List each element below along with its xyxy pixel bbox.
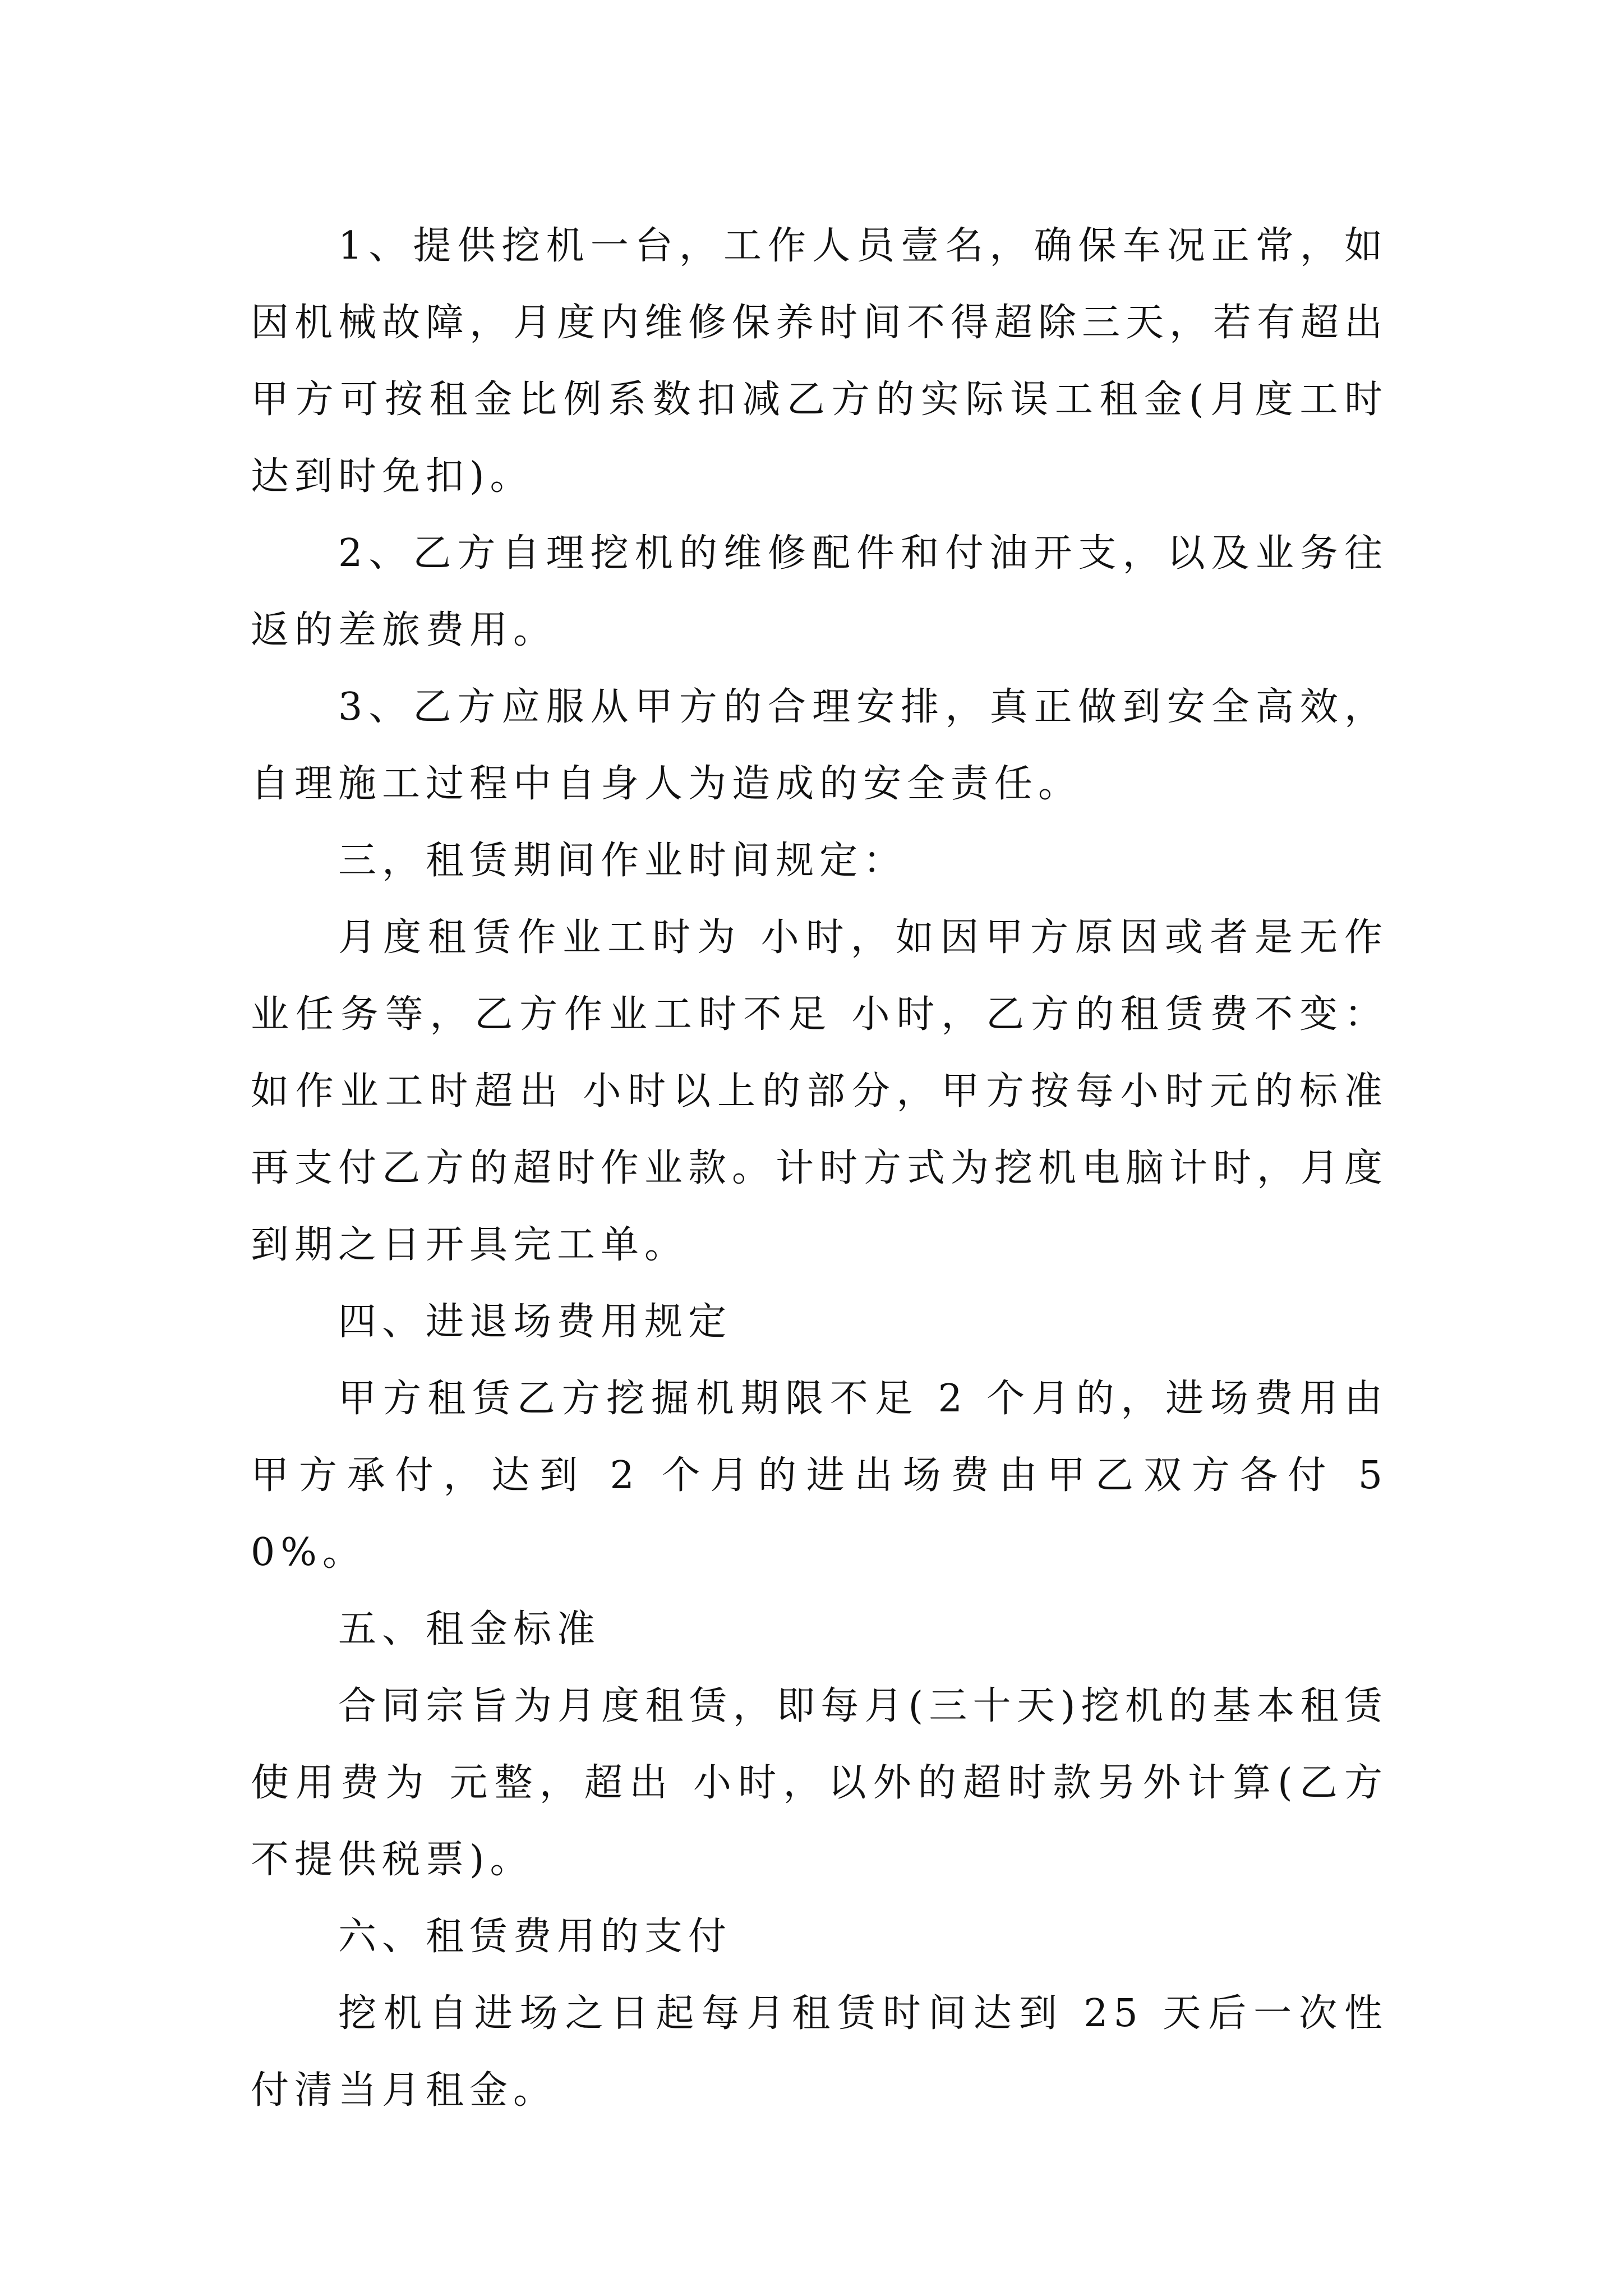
clause-3-safety: 3、乙方应服从甲方的合理安排，真正做到安全高效，自理施工过程中自身人为造成的安全责任。 xyxy=(251,685,1388,806)
clause-2-expenses: 2、乙方自理挖机的维修配件和付油开支，以及业务往返的差旅费用。 xyxy=(251,531,1388,652)
rent-standard-paragraph: 合同宗旨为月度租赁，即每月(三十天)挖机的基本租赁使用费为 元整，超出 小时，以外的超时款另外计算(乙方不提供税票)。 xyxy=(251,1684,1388,1882)
work-hours-paragraph: 月度租赁作业工时为 小时，如因甲方原因或者是无作业任务等，乙方作业工时不足 小时，乙方的租赁费不变：如作业工时超出 小时以上的部分，甲方按每小时元的标准再支付乙方的超时作业款。计时方式为挖机电脑计时，月度到期之日开具完工单。 xyxy=(251,915,1389,1267)
section-heading-rent-standard: 五、租金标准 xyxy=(338,1607,601,1651)
section-heading-payment: 六、租赁费用的支付 xyxy=(338,1915,732,1959)
payment-paragraph: 挖机自进场之日起每月租赁时间达到 25 天后一次性付清当月租金。 xyxy=(251,1991,1388,2113)
site-fees-paragraph: 甲方租赁乙方挖掘机期限不足 2 个月的，进场费用由甲方承付，达到 2 个月的进出场费由甲乙双方各付 50%。 xyxy=(251,1377,1388,1575)
document-page xyxy=(251,208,1388,2129)
clause-1-equipment: 1、提供挖机一台，工作人员壹名，确保车况正常，如因机械故障，月度内维修保养时间不得超除三天，若有超出甲方可按租金比例系数扣减乙方的实际误工租金(月度工时达到时免扣)。 xyxy=(251,224,1389,499)
section-heading-work-hours: 三，租赁期间作业时间规定： xyxy=(338,839,907,883)
section-heading-site-fees: 四、进退场费用规定 xyxy=(338,1300,732,1344)
